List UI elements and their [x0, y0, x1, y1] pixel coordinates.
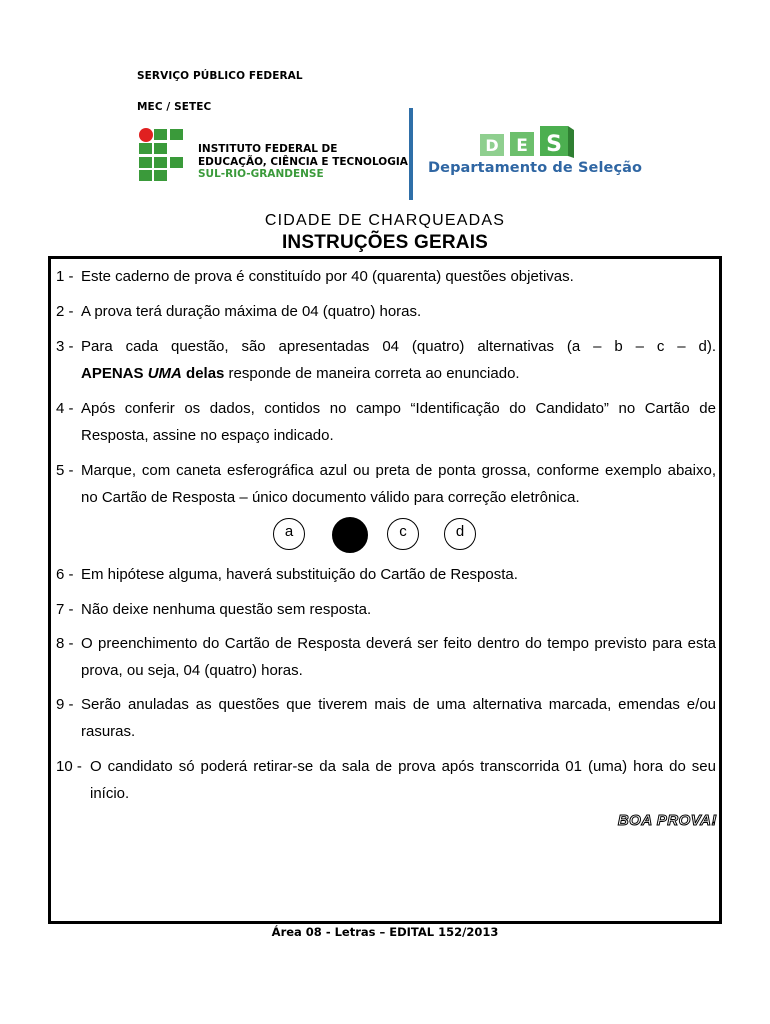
ifsul-name — [198, 143, 408, 181]
instruction-number: 7 - — [56, 601, 74, 618]
emphasis-uma: UMA — [147, 365, 182, 382]
des-name: Departamento de Seleção — [428, 160, 643, 176]
instruction-item-3 — [56, 333, 716, 387]
closing-message: BOA PROVA! — [617, 812, 717, 829]
instruction-text: Após conferir os dados, contidos no campo “Identificação do Candidato” no Cartão de Resposta, assine no espaço indicado. — [81, 400, 716, 444]
instruction-text-tail: responde de maneira correta ao enunciado. — [224, 365, 520, 382]
bubble-a: a — [273, 518, 305, 550]
des-letter-s: S — [546, 132, 562, 157]
instruction-number: 10 - — [56, 758, 82, 775]
instruction-text: Este caderno de prova é constituído por 40 (quarenta) questões objetivas. — [81, 268, 574, 285]
page-footer: Área 08 - Letras – EDITAL 152/2013 — [271, 925, 499, 939]
city-heading: CIDADE DE CHARQUEADAS — [264, 212, 506, 229]
ifsul-logo-icon — [138, 128, 188, 182]
instruction-number: 8 - — [56, 635, 74, 652]
instruction-number: 1 - — [56, 268, 74, 285]
emphasis-apenas: APENAS — [81, 365, 148, 382]
des-letter-d: D — [485, 136, 499, 155]
emphasis-delas: delas — [181, 365, 225, 382]
ministry-header: MEC / SETEC — [137, 101, 212, 113]
instruction-number: 4 - — [56, 400, 74, 417]
instruction-item-4 — [56, 395, 716, 449]
ifsul-line-1: INSTITUTO FEDERAL DE — [198, 143, 338, 155]
bubble-b-filled — [332, 517, 368, 553]
example-bubbles — [51, 518, 719, 554]
instruction-text: Não deixe nenhuma questão sem resposta. — [81, 601, 372, 618]
instruction-number: 3 - — [56, 338, 74, 355]
bubble-c: c — [387, 518, 419, 550]
service-header: SERVIÇO PÚBLICO FEDERAL — [137, 70, 303, 82]
instruction-text: A prova terá duração máxima de 04 (quatro) horas. — [81, 303, 422, 320]
instruction-number: 5 - — [56, 462, 74, 479]
instruction-number: 2 - — [56, 303, 74, 320]
instruction-text: O candidato só poderá retirar-se da sala de prova após transcorrida 01 (uma) hora do seu início. — [90, 758, 716, 802]
instruction-item-2 — [56, 298, 716, 325]
instruction-item-1 — [56, 263, 716, 290]
des-letter-e: E — [516, 136, 528, 156]
page-title: INSTRUÇÕES GERAIS — [281, 232, 489, 253]
instruction-text: Serão anuladas as questões que tiverem mais de uma alternativa marcada, emendas e/ou rasuras. — [81, 696, 716, 740]
instruction-number: 9 - — [56, 696, 74, 713]
instruction-item-6 — [56, 561, 716, 588]
instruction-item-10 — [56, 753, 716, 807]
bubble-d: d — [444, 518, 476, 550]
instruction-item-7 — [56, 596, 716, 623]
instruction-text: Marque, com caneta esferográfica azul ou preta de ponta grossa, conforme exemplo abaixo, no Cartão de Resposta – único documento válido para correção eletrônica. — [81, 462, 716, 506]
des-logo-icon — [470, 124, 580, 158]
instructions-box — [48, 256, 722, 924]
instruction-number: 6 - — [56, 566, 74, 583]
instruction-item-8 — [56, 630, 716, 684]
ifsul-line-2: EDUCAÇÃO, CIÊNCIA E TECNOLOGIA — [198, 155, 408, 168]
instruction-text: Para cada questão, são apresentadas 04 (quatro) alternativas (a – b – c – d). — [81, 338, 716, 355]
instruction-text: O preenchimento do Cartão de Resposta deverá ser feito dentro do tempo previsto para esta prova, ou seja, 04 (quatro) horas. — [81, 635, 716, 679]
instruction-text-continued — [81, 360, 716, 387]
instruction-text: Em hipótese alguma, haverá substituição do Cartão de Resposta. — [81, 566, 518, 583]
instruction-item-9 — [56, 691, 716, 745]
ifsul-line-3: SUL-RIO-GRANDENSE — [198, 168, 324, 180]
instruction-item-5 — [56, 457, 716, 511]
header-divider — [409, 108, 413, 200]
